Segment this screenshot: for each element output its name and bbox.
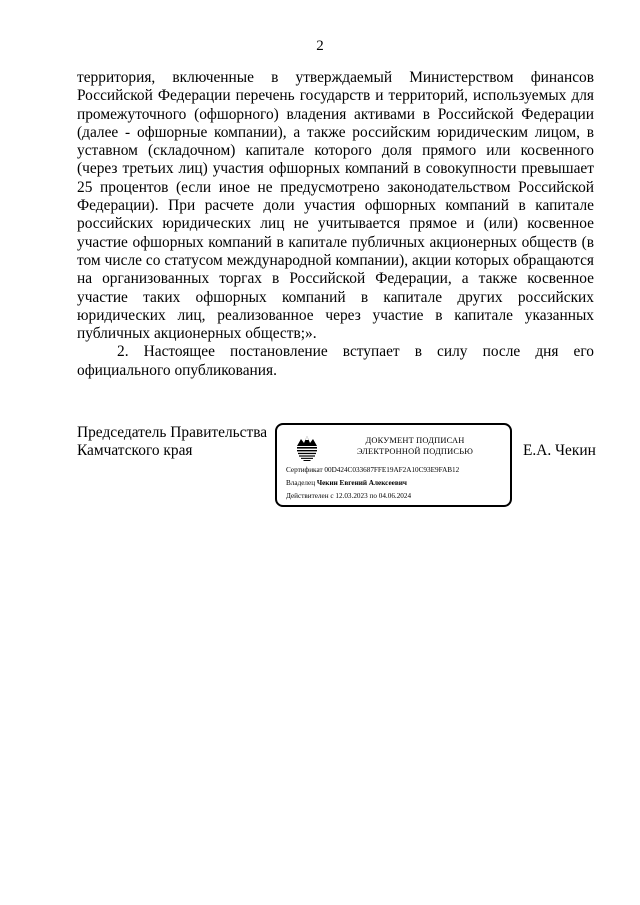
stamp-certificate-value: 00D424C033687FFE19AF2A10C93E9FAB12 [324, 466, 460, 474]
stamp-title-line-2: ЭЛЕКТРОННОЙ ПОДПИСЬЮ [356, 447, 474, 456]
stamp-valid-to: 04.06.2024 [378, 492, 412, 500]
signer-position [77, 424, 267, 461]
stamp-validity-label: Действителен с [286, 492, 334, 500]
stamp-validity-to-label: по [369, 492, 377, 500]
signer-name: Е.А. Чекин [523, 442, 596, 459]
document-body [77, 69, 594, 380]
stamp-title [325, 435, 505, 457]
stamp-title-line-1: ДОКУМЕНТ ПОДПИСАН [365, 436, 465, 445]
signer-position-line-1: Председатель Правительства [77, 424, 268, 441]
stamp-owner [286, 478, 407, 488]
signer-position-line-2: Камчатского края [77, 442, 193, 460]
stamp-certificate [286, 465, 459, 475]
stamp-valid-from: 12.03.2023 [335, 492, 368, 500]
paragraph-entry-into-force: 2. Настоящее постановление вступает в силу после дня его официального опубликования. [77, 343, 594, 379]
electronic-signature-stamp [275, 423, 512, 507]
page-number: 2 [316, 38, 324, 54]
stamp-validity [286, 491, 411, 501]
kamchatka-emblem-icon [294, 433, 320, 463]
stamp-certificate-label: Сертификат [286, 466, 323, 474]
stamp-owner-label: Владелец [286, 479, 316, 487]
stamp-owner-value: Чекин Евгений Алексеевич [316, 479, 407, 487]
paragraph-offshore-definition: территория, включенные в утверждаемый Министерством финансов Российской Федерации перечень государств и территорий, используемых для промежуточного (офшорного) владения активами в Российской Федерации (далее - офшорные компании), а также российским юридическим лицом, в уставном (складочном) капитале которого доля прямого или косвенного (через третьих лиц) участия офшорных компаний в совокупности превышает 25 процентов (если иное не предусмотрено законодательством Российской Федерации). При расчете доли участия офшорных компаний в капитале российских юридических лиц не учитывается прямое и (или) косвенное участие офшорных компаний в капитале публичных акционерных обществ (в том числе со статусом международной компании), акции которых обращаются на организованных торгах в Российской Федерации, а также косвенное участие таких офшорных компаний в капитале других российских юридических лиц, реализованное через участие в капитале указанных публичных акционерных обществ;». [77, 69, 594, 343]
